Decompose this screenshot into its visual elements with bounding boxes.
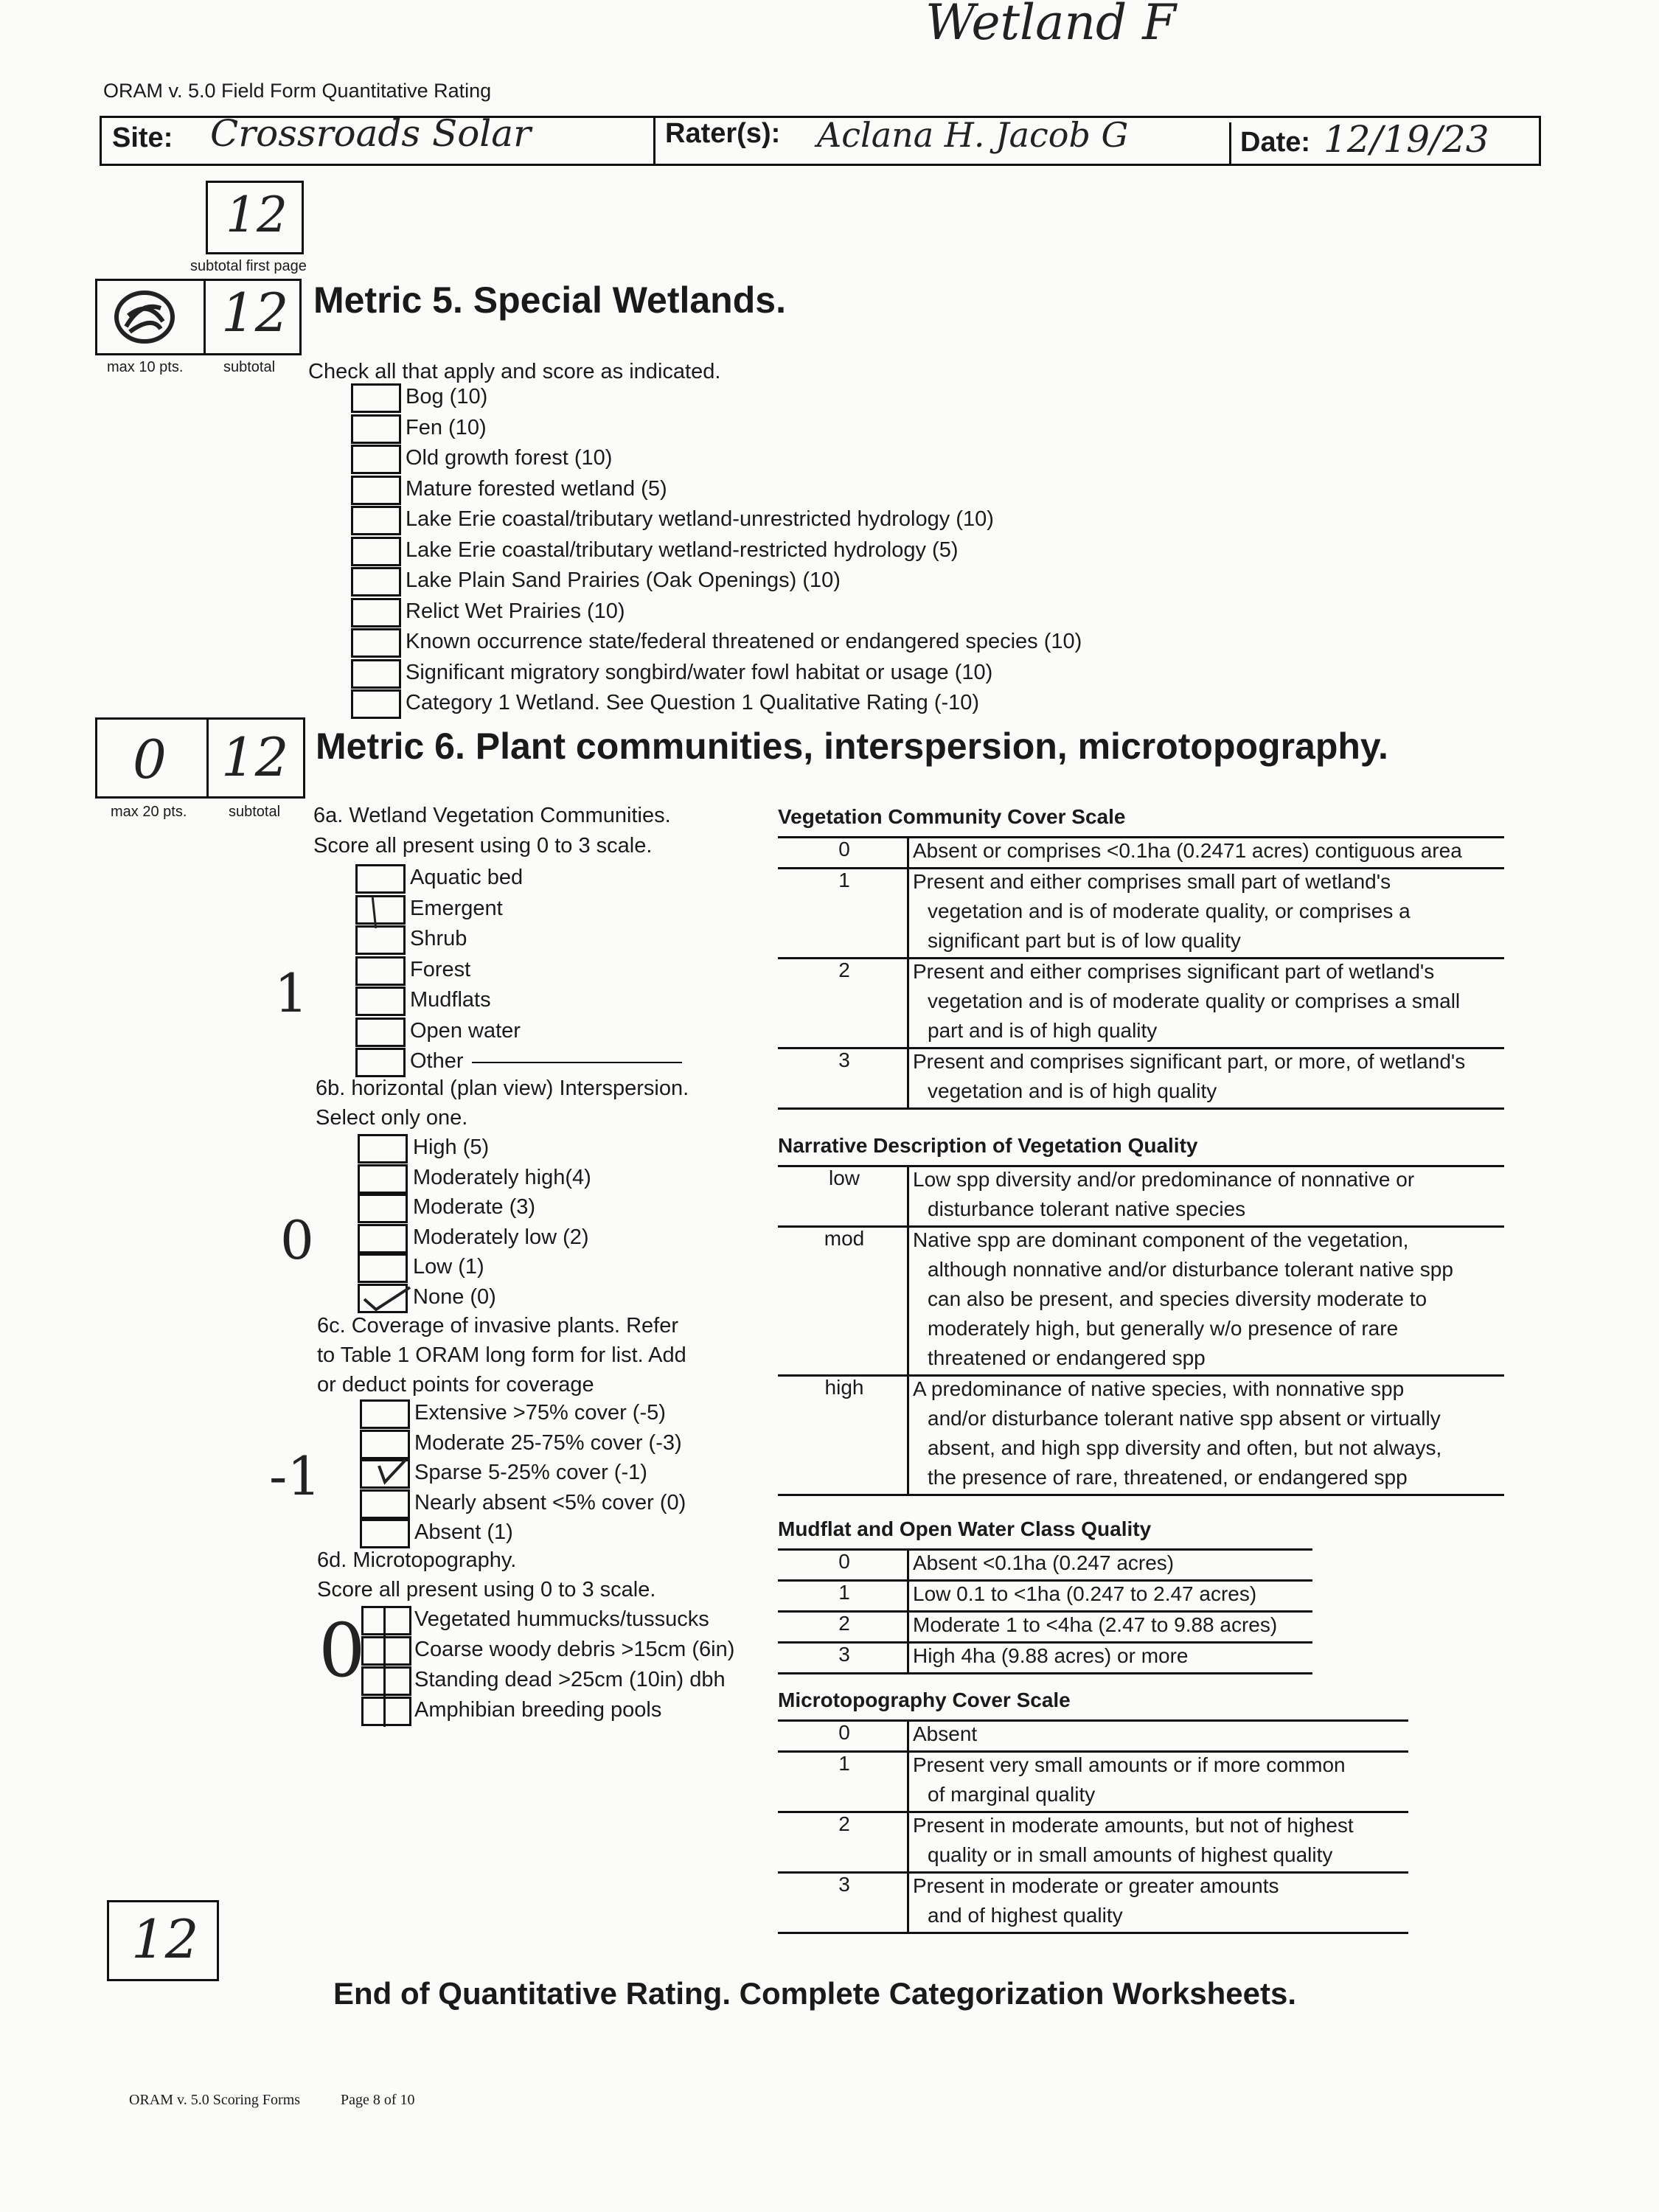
mudflat-row-num: 1: [838, 1581, 850, 1604]
bottom-total-box[interactable]: [107, 1900, 219, 1981]
date-label: Date:: [1240, 127, 1311, 158]
micro-scale-title: Microtopography Cover Scale: [778, 1688, 1071, 1711]
q6c-item-label: Nearly absent <5% cover (0): [414, 1490, 686, 1514]
date-value[interactable]: 12/19/23: [1324, 118, 1489, 161]
q6d-item-label: Amphibian breeding pools: [414, 1698, 662, 1722]
narrative-row-text: threatened or endangered spp: [928, 1346, 1206, 1369]
q6c-item-checkbox[interactable]: [360, 1430, 410, 1459]
veg-scale-row-text: vegetation and is of moderate quality or comprises a small: [928, 990, 1461, 1012]
mudflat-row-text: Absent <0.1ha (0.247 acres): [913, 1551, 1175, 1574]
narrative-row-text: moderately high, but generally w/o presence of rare: [928, 1317, 1399, 1340]
micro-scale-row-text: Present in moderate amounts, but not of highest: [913, 1814, 1354, 1837]
q6b-item-label: Moderate (3): [413, 1195, 536, 1219]
veg-scale-col-rule: [907, 836, 909, 1107]
metric6-subtotal-value: 12: [221, 726, 289, 788]
q6b-item-label: Low (1): [413, 1255, 484, 1279]
site-value[interactable]: Crossroads Solar: [210, 112, 532, 155]
q6b-item-label: Moderately low (2): [413, 1225, 589, 1249]
metric6-subtotal-label: subtotal: [229, 804, 281, 820]
q6d-divider: [383, 1606, 386, 1727]
q6d-item-label: Standing dead >25cm (10in) dbh: [414, 1668, 726, 1691]
q6d-item-label: Vegetated hummucks/tussucks: [414, 1607, 709, 1631]
metric6-score-value[interactable]: 0: [133, 728, 167, 790]
micro-scale-row-text: Present in moderate or greater amounts: [913, 1874, 1279, 1897]
q6a-item-label: Forest: [410, 957, 471, 981]
mudflat-row-rule: [778, 1672, 1312, 1674]
q6a-item-label: Mudflats: [410, 988, 491, 1012]
micro-scale-row-num: 3: [838, 1873, 850, 1896]
q6d-item-checkbox[interactable]: [361, 1666, 411, 1696]
narrative-row-text: although nonnative and/or disturbance tolerant native spp: [928, 1258, 1453, 1281]
q6b-score[interactable]: 0: [280, 1209, 314, 1271]
q6a-item-label: Open water: [410, 1018, 521, 1043]
metric5-item-label: Relict Wet Prairies (10): [406, 599, 625, 623]
metric5-item-checkbox[interactable]: [351, 476, 401, 505]
metric5-item-checkbox[interactable]: [351, 537, 401, 566]
q6c-line2: to Table 1 ORAM long form for list. Add: [317, 1343, 686, 1367]
veg-scale-row-text: Present and either comprises significant part of wetland's: [913, 960, 1435, 983]
q6d-item-checkbox[interactable]: [361, 1697, 411, 1726]
mudflat-row-text: High 4ha (9.88 acres) or more: [913, 1644, 1189, 1667]
veg-scale-row-num: 1: [838, 869, 850, 891]
veg-scale-row-rule: [778, 1107, 1504, 1110]
metric5-item-label: Known occurrence state/federal threatened or endangered species (10): [406, 630, 1082, 653]
veg-scale-row-text: Absent or comprises <0.1ha (0.2471 acres) contiguous area: [913, 839, 1462, 862]
q6a-score[interactable]: 1: [274, 962, 308, 1024]
veg-scale-row-text: Present and either comprises small part of wetland's: [913, 870, 1391, 893]
narrative-row-num: low: [828, 1166, 860, 1189]
q6c-item-label: Sparse 5-25% cover (-1): [414, 1461, 647, 1484]
q6c-item-label: Extensive >75% cover (-5): [414, 1401, 666, 1425]
micro-scale-row-num: 2: [838, 1812, 850, 1835]
narrative-row-text: Native spp are dominant component of the vegetation,: [913, 1228, 1409, 1251]
micro-scale-col-rule: [907, 1719, 909, 1932]
q6d-title: 6d. Microtopography.: [317, 1548, 517, 1572]
q6b-title: 6b. horizontal (plan view) Interspersion.: [316, 1077, 689, 1100]
q6a-item-label: Other: [410, 1049, 464, 1073]
q6d-instruction: Score all present using 0 to 3 scale.: [317, 1578, 656, 1601]
mudflat-row-num: 3: [838, 1643, 850, 1666]
q6b-instruction: Select only one.: [316, 1106, 468, 1130]
metric5-instruction: Check all that apply and score as indicated.: [308, 360, 721, 383]
form-title: ORAM v. 5.0 Field Form Quantitative Rating: [103, 80, 492, 102]
metric5-item-label: Fen (10): [406, 415, 487, 439]
q6a-item-checkbox[interactable]: [355, 1048, 406, 1077]
metric5-item-label: Old growth forest (10): [406, 446, 613, 470]
rater-label: Rater(s):: [665, 118, 781, 149]
metric5-item-checkbox[interactable]: [351, 445, 401, 474]
metric5-item-label: Mature forested wetland (5): [406, 476, 667, 501]
q6a-item-label: Aquatic bed: [410, 866, 524, 889]
q6a-instruction: Score all present using 0 to 3 scale.: [313, 834, 653, 858]
q6b-item-label: None (0): [413, 1284, 496, 1309]
q6c-score[interactable]: -1: [269, 1445, 321, 1507]
mudflat-col-rule: [907, 1548, 909, 1672]
metric5-subtotal-value: 12: [221, 282, 289, 344]
metric5-item-label: Category 1 Wetland. See Question 1 Qualitative Rating (-10): [406, 691, 980, 714]
micro-scale-row-text: of marginal quality: [928, 1783, 1096, 1806]
q6b-item-checkbox[interactable]: [358, 1134, 408, 1164]
metric5-item-checkbox[interactable]: [351, 659, 401, 689]
veg-scale-row-text: Present and comprises significant part, or more, of wetland's: [913, 1050, 1466, 1073]
narrative-row-text: the presence of rare, threatened, or endangered spp: [928, 1466, 1408, 1489]
metric6-title: Metric 6. Plant communities, interspersion, microtopography.: [316, 726, 1388, 767]
metric5-score-box[interactable]: [108, 286, 181, 347]
veg-scale-row-text: vegetation and is of moderate quality, or comprises a: [928, 900, 1411, 922]
micro-scale-row-rule: [778, 1932, 1408, 1934]
subtotal-first-page-box[interactable]: [206, 181, 304, 254]
veg-scale-row-num: 0: [838, 838, 850, 860]
narrative-row-num: mod: [824, 1227, 865, 1250]
metric5-item-label: Lake Erie coastal/tributary wetland-unrestricted hydrology (10): [406, 507, 994, 531]
end-text: End of Quantitative Rating. Complete Categorization Worksheets.: [333, 1976, 1297, 2011]
q6b-item-checkbox[interactable]: [358, 1253, 408, 1283]
metric6-max-label: max 20 pts.: [111, 804, 187, 820]
narrative-row-text: and/or disturbance tolerant native spp absent or virtually: [928, 1407, 1441, 1430]
metric5-item-checkbox[interactable]: [351, 689, 401, 719]
q6b-item-checkbox[interactable]: [358, 1194, 408, 1223]
q6a-item-checkbox[interactable]: [355, 956, 406, 986]
micro-scale-row-text: quality or in small amounts of highest quality: [928, 1843, 1333, 1866]
metric5-item-label: Lake Erie coastal/tributary wetland-restricted hydrology (5): [406, 538, 959, 562]
metric5-subtotal-label: subtotal: [223, 359, 276, 375]
q6c-item-checkbox[interactable]: [360, 1519, 410, 1548]
rater-value[interactable]: Aclana H. Jacob G: [817, 115, 1129, 155]
metric5-item-checkbox[interactable]: [351, 628, 401, 658]
narrative-row-text: disturbance tolerant native species: [928, 1197, 1246, 1220]
handwritten-wetland-label: Wetland F: [925, 0, 1177, 51]
q6c-line1: 6c. Coverage of invasive plants. Refer: [317, 1314, 679, 1338]
q6d-score[interactable]: 0: [319, 1607, 366, 1694]
metric5-item-checkbox[interactable]: [351, 506, 401, 535]
q6a-title: 6a. Wetland Vegetation Communities.: [313, 804, 671, 827]
q6c-item-checkbox[interactable]: [360, 1399, 410, 1429]
metric5-max-label: max 10 pts.: [107, 359, 184, 375]
footer-left: ORAM v. 5.0 Scoring Forms: [129, 2092, 301, 2108]
q6a-item-checkbox[interactable]: [355, 987, 406, 1016]
q6b-item-label: Moderately high(4): [413, 1165, 591, 1189]
metric5-item-checkbox[interactable]: [351, 414, 401, 444]
veg-scale-row-num: 2: [838, 959, 850, 981]
q6b-item-label: High (5): [413, 1135, 490, 1159]
mudflat-row-text: Moderate 1 to <4ha (2.47 to 9.88 acres): [913, 1613, 1278, 1636]
veg-scale-title: Vegetation Community Cover Scale: [778, 805, 1126, 828]
metric5-item-checkbox[interactable]: [351, 567, 401, 597]
q6a-item-checkbox[interactable]: [355, 895, 406, 925]
q6a-item-checkbox[interactable]: [355, 1018, 406, 1047]
metric5-item-checkbox[interactable]: [351, 383, 401, 413]
narrative-row-text: A predominance of native species, with nonnative spp: [913, 1377, 1405, 1400]
q6c-item-label: Absent (1): [414, 1520, 513, 1544]
q6a-item-checkbox[interactable]: [355, 925, 406, 955]
mudflat-row-num: 2: [838, 1612, 850, 1635]
mudflat-title: Mudflat and Open Water Class Quality: [778, 1517, 1152, 1540]
veg-scale-row-text: vegetation and is of high quality: [928, 1079, 1217, 1102]
narrative-row-text: Low spp diversity and/or predominance of nonnative or: [913, 1168, 1415, 1191]
q6d-item-checkbox[interactable]: [361, 1606, 411, 1635]
micro-scale-row-text: Present very small amounts or if more common: [913, 1753, 1346, 1776]
q6d-item-checkbox[interactable]: [361, 1636, 411, 1666]
metric5-item-label: Significant migratory songbird/water fowl habitat or usage (10): [406, 660, 993, 684]
checkmark-icon-6c: [369, 1457, 413, 1485]
veg-scale-row-text: part and is of high quality: [928, 1019, 1158, 1042]
veg-scale-row-text: significant part but is of low quality: [928, 929, 1241, 952]
narrative-col-rule: [907, 1165, 909, 1494]
q6c-item-checkbox[interactable]: [360, 1489, 410, 1519]
narrative-row-text: absent, and high spp diversity and often, but not always,: [928, 1436, 1442, 1459]
q6a-item-label: Shrub: [410, 927, 467, 950]
q6b-item-checkbox[interactable]: [358, 1164, 408, 1194]
narrative-row-num: high: [824, 1376, 864, 1399]
micro-scale-row-num: 0: [838, 1721, 850, 1744]
q6d-item-label: Coarse woody debris >15cm (6in): [414, 1638, 735, 1661]
checkmark-icon: [361, 1283, 413, 1312]
metric5-item-label: Bog (10): [406, 385, 488, 408]
narrative-row-rule: [778, 1494, 1504, 1496]
micro-scale-row-text: Absent: [913, 1722, 978, 1745]
subtotal-first-page-value: 12: [226, 187, 288, 243]
mudflat-row-text: Low 0.1 to <1ha (0.247 to 2.47 acres): [913, 1582, 1257, 1605]
metric5-title: Metric 5. Special Wetlands.: [313, 279, 786, 321]
micro-scale-row-num: 1: [838, 1752, 850, 1775]
q6a-other-line[interactable]: [472, 1062, 682, 1063]
narrative-row-text: can also be present, and species diversity moderate to: [928, 1287, 1427, 1310]
q6b-item-checkbox[interactable]: [358, 1224, 408, 1253]
narrative-title: Narrative Description of Vegetation Quality: [778, 1134, 1198, 1157]
subtotal-first-page-label: subtotal first page: [190, 258, 307, 274]
q6a-item-checkbox[interactable]: [355, 864, 406, 894]
metric5-item-checkbox[interactable]: [351, 598, 401, 627]
q6c-line3: or deduct points for coverage: [317, 1373, 594, 1397]
bottom-total-value: 12: [131, 1908, 199, 1970]
veg-scale-row-num: 3: [838, 1048, 850, 1071]
scribble-icon: [108, 286, 181, 347]
metric5-item-label: Lake Plain Sand Prairies (Oak Openings) (10): [406, 568, 841, 592]
footer-page: Page 8 of 10: [341, 2092, 415, 2108]
site-label: Site:: [112, 122, 173, 153]
mudflat-row-num: 0: [838, 1550, 850, 1573]
q6a-item-label: Emergent: [410, 896, 503, 920]
micro-scale-row-text: and of highest quality: [928, 1904, 1123, 1927]
q6c-item-label: Moderate 25-75% cover (-3): [414, 1430, 682, 1455]
